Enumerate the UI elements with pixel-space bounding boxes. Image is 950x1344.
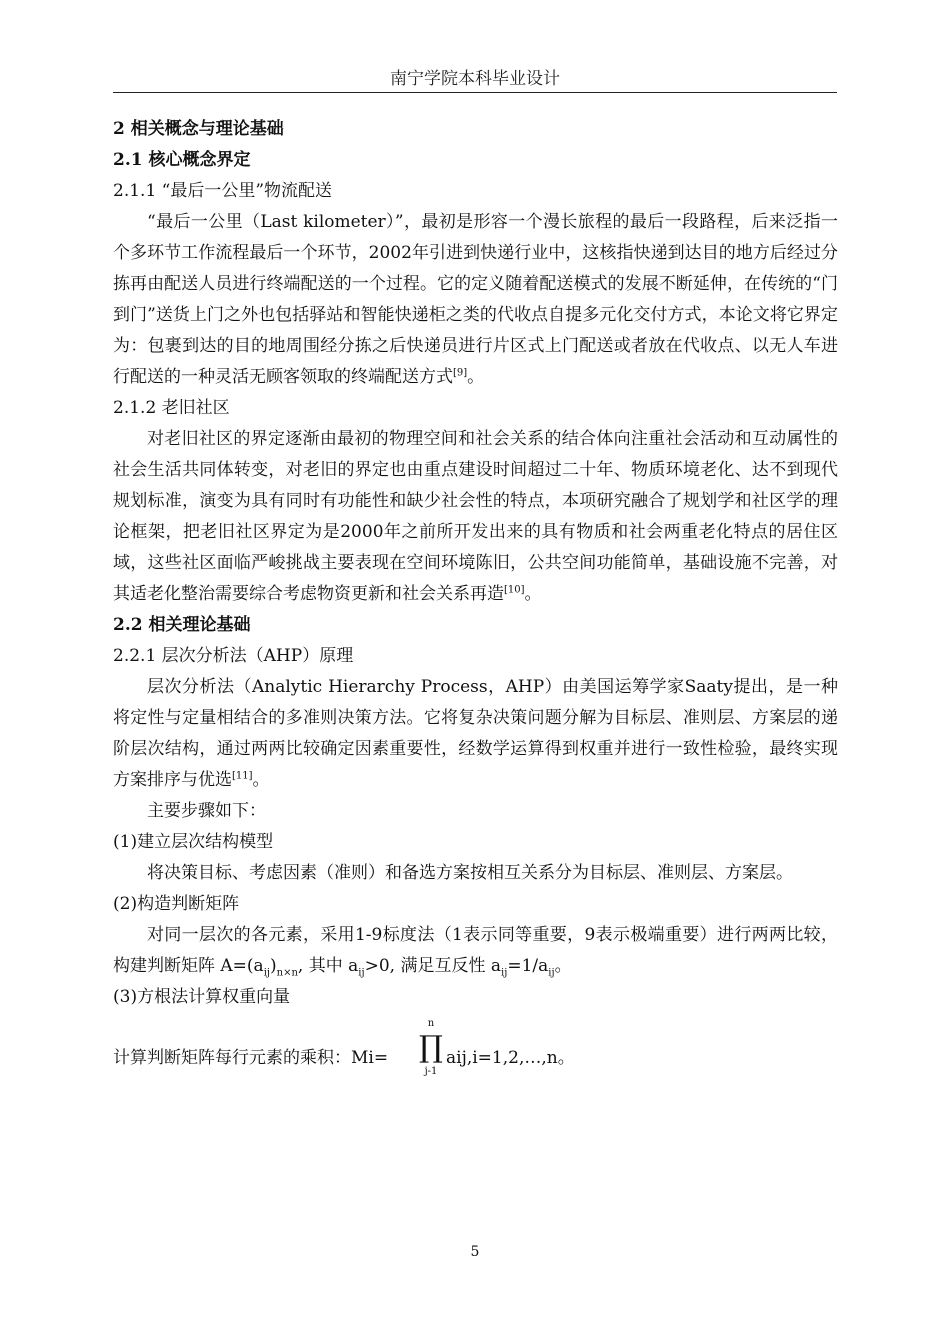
paragraph-last-kilometer: [113, 207, 838, 393]
paragraph-end: 。: [524, 584, 542, 604]
page-body: [113, 114, 838, 1093]
step-2-text-c: , 其中 a: [297, 956, 359, 976]
product-lower-limit: j-1: [424, 1066, 438, 1077]
page-number: 5: [470, 1244, 480, 1260]
step-2-text-d: >0, 满足互反性 a: [364, 956, 502, 976]
product-upper-limit: n: [427, 1018, 435, 1029]
paragraph-ahp: [113, 672, 838, 796]
paragraph-end: 。: [467, 367, 485, 387]
paragraph-old-community: [113, 424, 838, 610]
citation-10: [10]: [504, 584, 525, 596]
section-heading-2: 2 相关概念与理论基础: [113, 119, 284, 139]
step-1-heading: (1)建立层次结构模型: [113, 832, 274, 852]
section-heading-2-2-1: 2.2.1 层次分析法（AHP）原理: [113, 646, 354, 666]
step-2-text-b: ): [270, 956, 277, 976]
product-symbol: ∏: [419, 1030, 443, 1065]
subscript: ij: [548, 967, 555, 979]
citation-9: [9]: [453, 367, 468, 379]
step-2-text-f: 。: [554, 956, 572, 976]
paragraph-step-2: [113, 920, 838, 982]
section-heading-2-1-1: 2.1.1 “最后一公里”物流配送: [113, 181, 333, 201]
product-formula: [113, 1017, 838, 1093]
step-3-heading: (3)方根法计算权重向量: [113, 987, 291, 1007]
formula-prefix: 计算判断矩阵每行元素的乘积：Mi=: [113, 1048, 389, 1068]
citation-11: [11]: [232, 770, 253, 782]
paragraph-steps-intro: 主要步骤如下：: [147, 801, 266, 821]
paragraph-text: 对老旧社区的界定逐渐由最初的物理空间和社会关系的结合体向注重社会活动和互动属性的社会生活共同体转变，对老旧的界定也由重点建设时间超过二十年、物质环境老化、达不到现代规划标准，演变为具有同时有功能性和缺少社会性的特点，本项研究融合了规划学和社区学的理论框架，把老旧社区界定为是2000年之前所开发出来的具有物质和社会两重老化特点的居住区域，这些社区面临严峻挑战主要表现在空间环境陈旧，公共空间功能简单，基础设施不完善，对其适老化整治需要综合考虑物资更新和社会关系再造: [113, 429, 838, 604]
subscript: n×n: [276, 967, 298, 979]
formula-suffix: aij,i=1,2,…,n。: [446, 1048, 575, 1068]
subscript: ij: [358, 967, 365, 979]
page-header: 南宁学院本科毕业设计: [390, 69, 560, 89]
section-heading-2-1-2: 2.1.2 老旧社区: [113, 398, 230, 418]
step-2-text-e: =1/a: [507, 956, 549, 976]
paragraph-end: 。: [252, 770, 270, 790]
step-2-heading: (2)构造判断矩阵: [113, 894, 240, 914]
paragraph-text: “最后一公里（Last kilometer）”，最初是形容一个漫长旅程的最后一段路程，后来泛指一个多环节工作流程最后一个环节，2002年引进到快递行业中，这核指快递到达目的地方后经过分拣再由配送人员进行终端配送的一个过程。它的定义随着配送模式的发展不断延伸，在传统的“门到门”送货上门之外也包括驿站和智能快递柜之类的代收点自提多元化交付方式，本论文将它界定为：包裹到达的目的地周围经分拣之后快递员进行片区式上门配送或者放在代收点、以无人车进行配送的一种灵活无顾客领取的终端配送方式: [113, 212, 838, 387]
header-rule: [113, 92, 837, 93]
section-heading-2-2: 2.2 相关理论基础: [113, 615, 251, 635]
paragraph-step-1: 将决策目标、考虑因素（准则）和备选方案按相互关系分为目标层、准则层、方案层。: [147, 863, 793, 883]
section-heading-2-1: 2.1 核心概念界定: [113, 150, 251, 170]
subscript: ij: [501, 967, 508, 979]
step-2-text-a: 对同一层次的各元素，采用1-9标度法（1表示同等重要，9表示极端重要）进行两两比较，构建判断矩阵 A=(a: [113, 925, 838, 976]
paragraph-text: 层次分析法（Analytic Hierarchy Process，AHP）由美国运筹学家Saaty提出，是一种将定性与定量相结合的多准则决策方法。它将复杂决策问题分解为目标层、准则层、方案层的递阶层次结构，通过两两比较确定因素重要性，经数学运算得到权重并进行一致性检验，最终实现方案排序与优选: [113, 677, 838, 790]
subscript: ij: [263, 967, 271, 979]
